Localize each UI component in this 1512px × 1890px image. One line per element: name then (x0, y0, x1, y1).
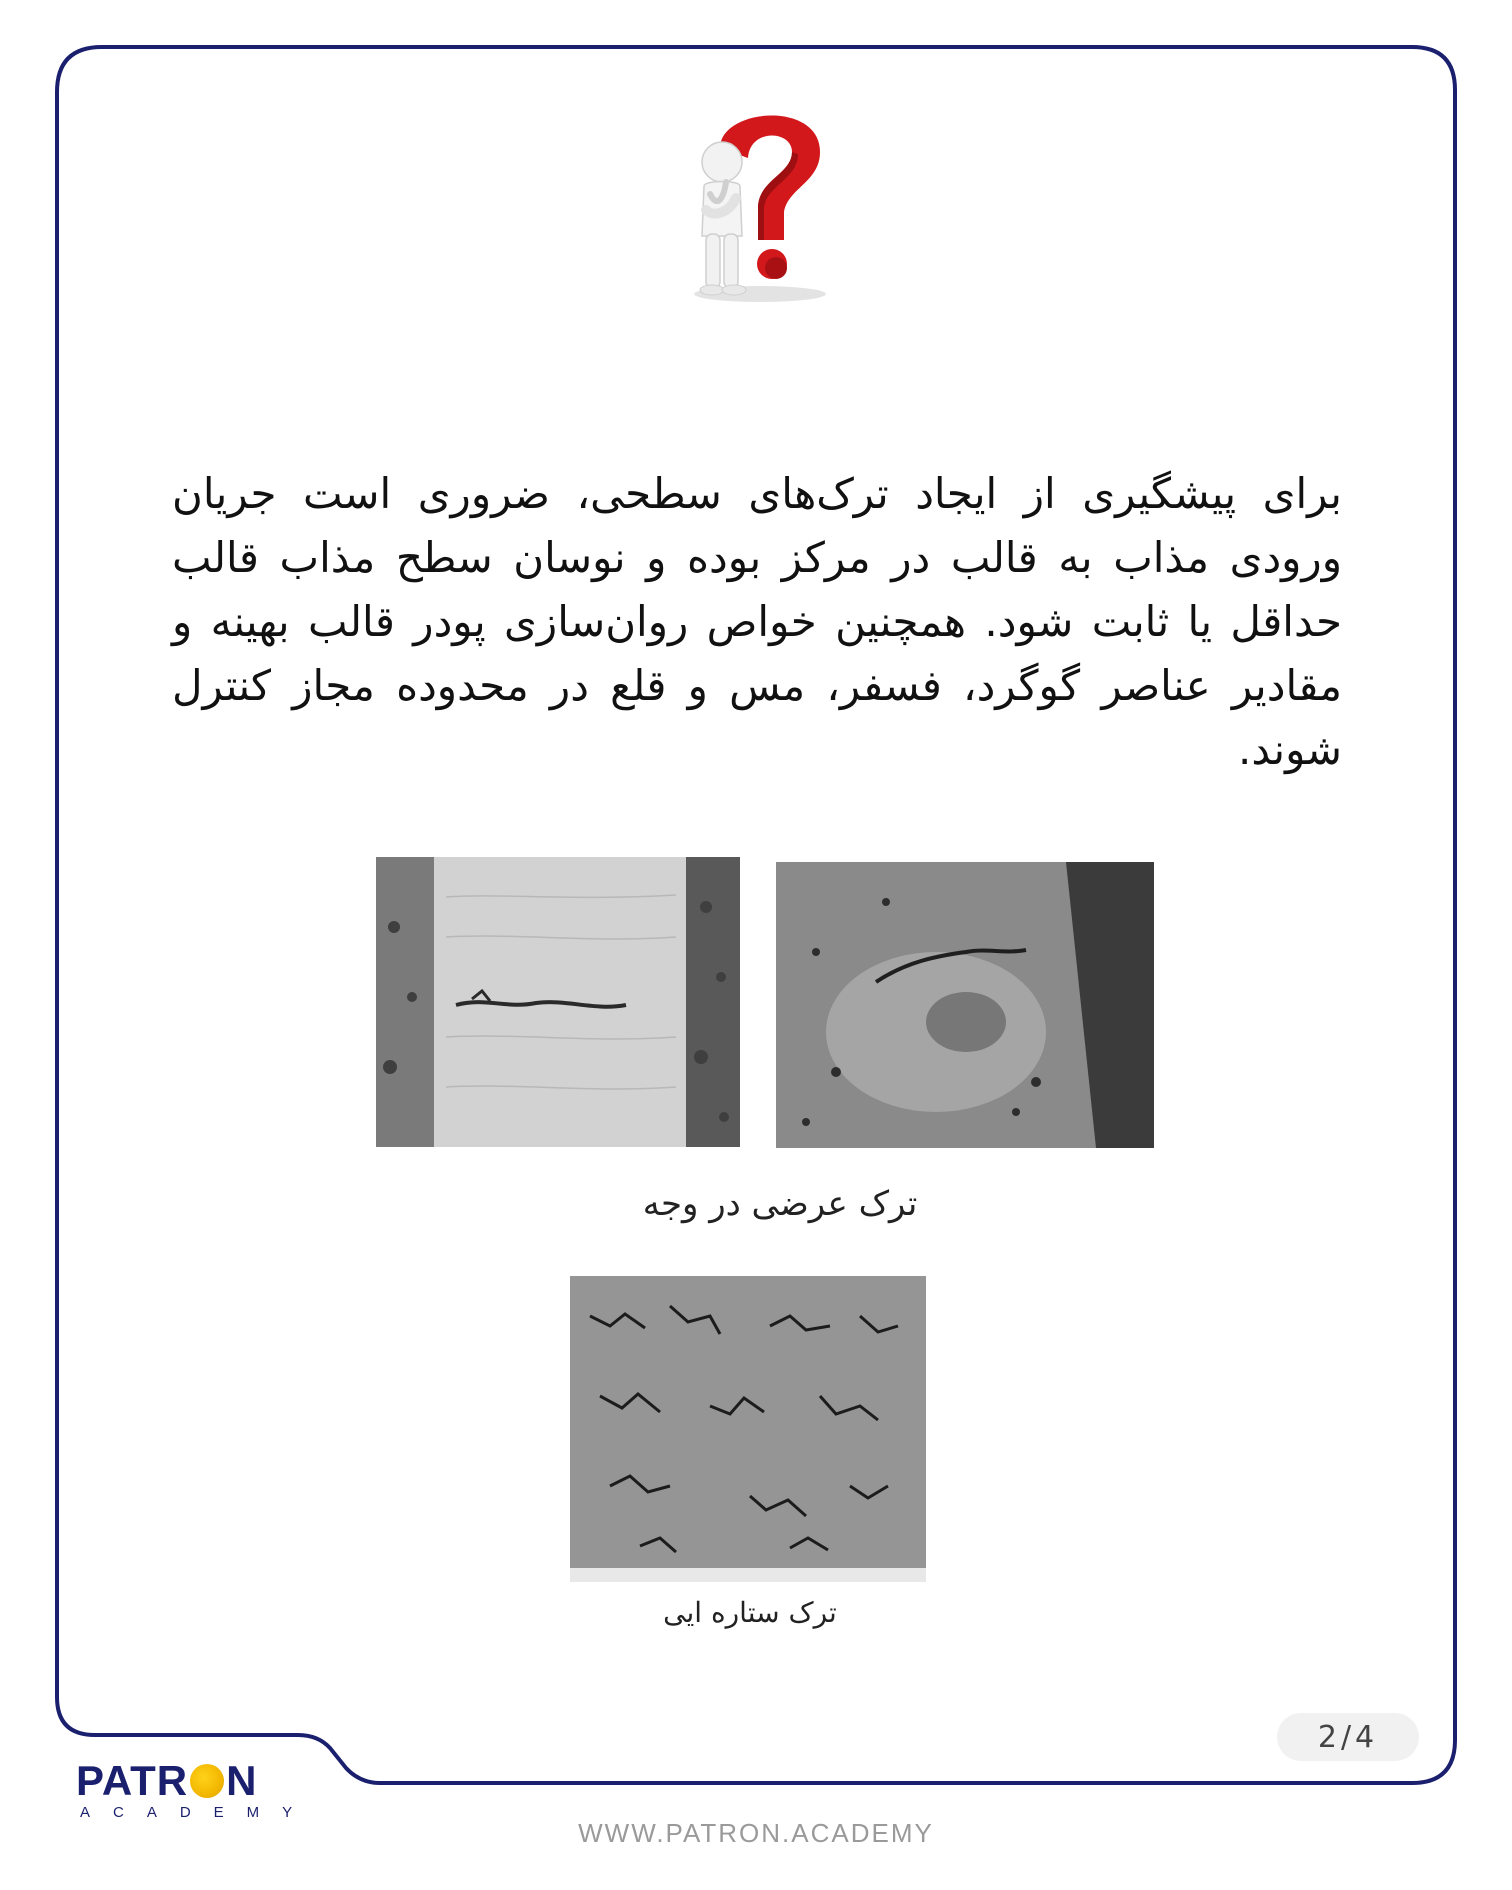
star-crack-photo (570, 1276, 926, 1582)
transverse-crack-photo-right (776, 862, 1154, 1148)
thinking-person-question-mark-icon (680, 100, 840, 305)
logo-text-end: N (226, 1757, 258, 1804)
caption-transverse-crack: ترک عرضی در وجه (642, 1184, 918, 1224)
logo-text-start: PATR (76, 1757, 189, 1804)
caption-star-crack: ترک ستاره ایی (663, 1596, 837, 1629)
website-url[interactable]: WWW.PATRON.ACADEMY (578, 1818, 934, 1848)
logo-wordmark (76, 1757, 258, 1804)
logo-subtitle: ACADEMY (80, 1804, 316, 1821)
patron-academy-logo (76, 1757, 336, 1821)
logo-o-icon (190, 1764, 224, 1798)
transverse-crack-photo-left (376, 857, 740, 1147)
body-paragraph: برای پیشگیری از ایجاد ترک‌های سطحی، ضروری است جریان ورودی مذاب به قالب در مرکز بوده و نوسان سطح مذاب قالب حداقل یا ثابت شود. همچنین خواص روان‌سازی پودر قالب بهینه و مقادیر عناصر گوگرد، فسفر، مس و قلع در محدوده مجاز کنترل شوند. (172, 469, 1342, 774)
page-indicator: 2/4 (1277, 1713, 1419, 1761)
